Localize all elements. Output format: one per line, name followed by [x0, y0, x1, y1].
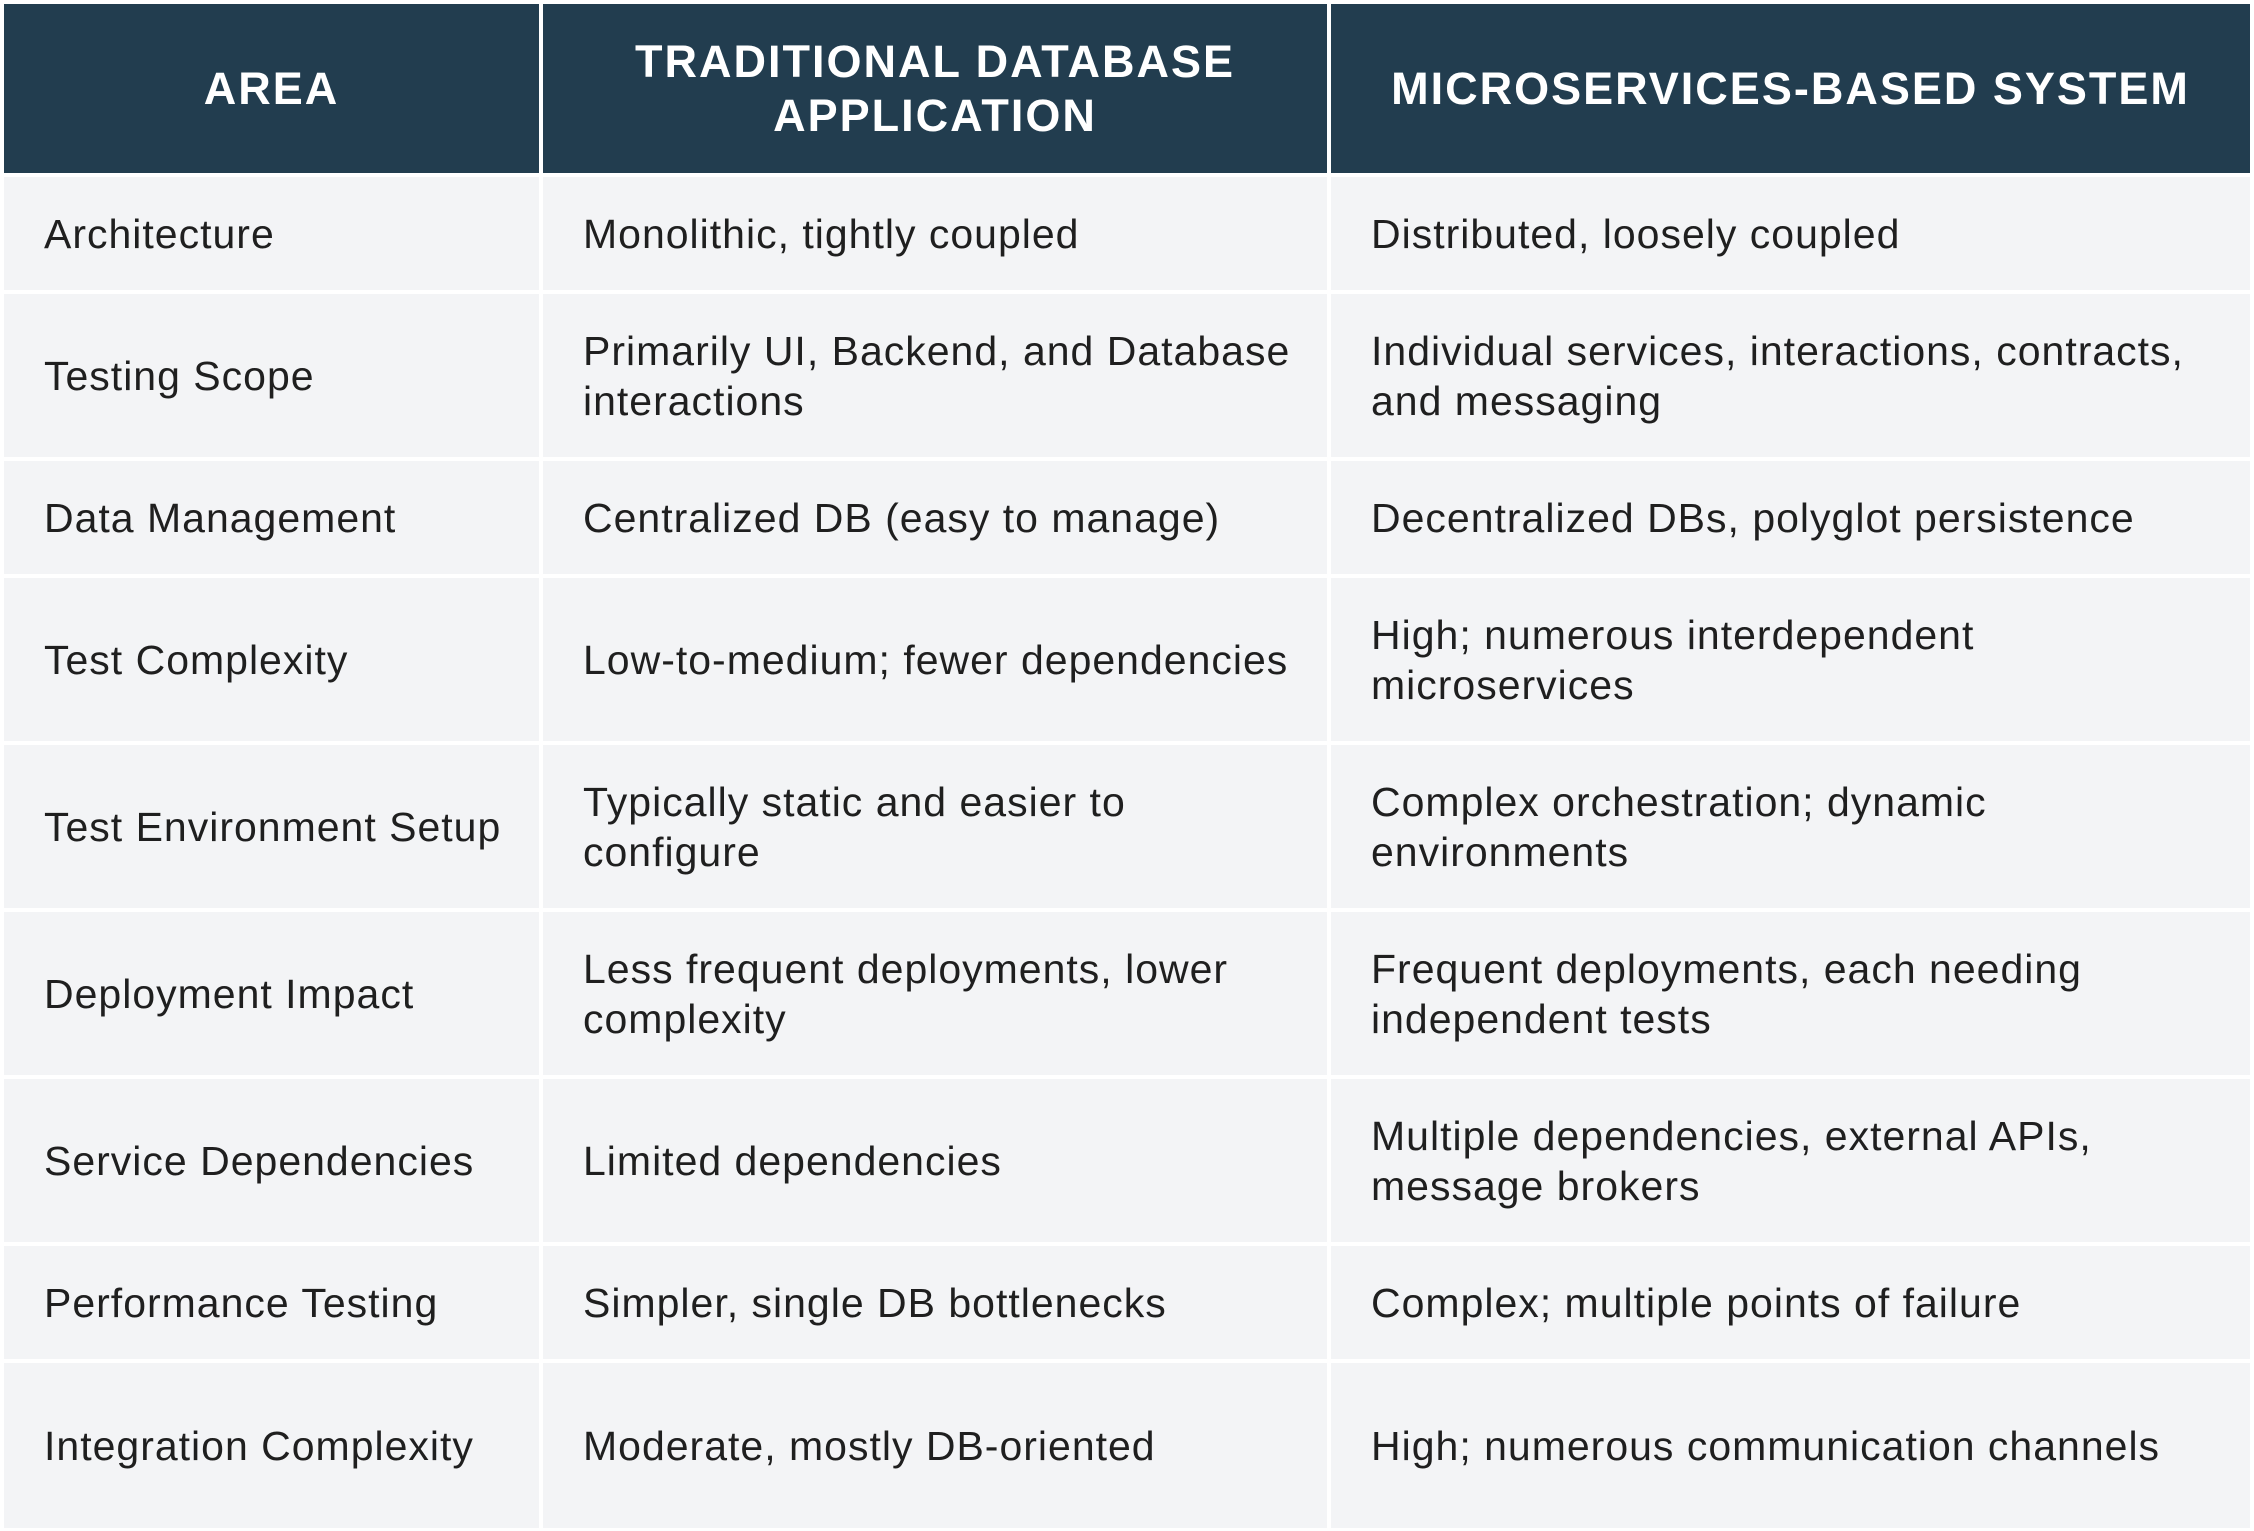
table-row — [4, 1244, 2250, 1361]
header-traditional-database-application: TRADITIONAL DATABASE APPLICATION — [541, 4, 1329, 175]
comparison-table-container — [4, 4, 2250, 1528]
microservices-cell: Distributed, loosely coupled — [1329, 175, 2250, 292]
table-row — [4, 576, 2250, 743]
traditional-cell: Primarily UI, Backend, and Database interactions — [541, 292, 1329, 459]
traditional-cell: Typically static and easier to configure — [541, 743, 1329, 910]
area-cell: Data Management — [4, 459, 541, 576]
area-cell: Service Dependencies — [4, 1077, 541, 1244]
traditional-cell: Less frequent deployments, lower complexity — [541, 910, 1329, 1077]
area-cell: Testing Scope — [4, 292, 541, 459]
microservices-cell: Complex orchestration; dynamic environments — [1329, 743, 2250, 910]
area-cell: Architecture — [4, 175, 541, 292]
comparison-table — [4, 4, 2250, 1528]
table-row — [4, 743, 2250, 910]
table-row — [4, 1077, 2250, 1244]
table-row — [4, 1361, 2250, 1528]
table-row — [4, 910, 2250, 1077]
traditional-cell: Low-to-medium; fewer dependencies — [541, 576, 1329, 743]
traditional-cell: Moderate, mostly DB-oriented — [541, 1361, 1329, 1528]
microservices-cell: High; numerous interdependent microservices — [1329, 576, 2250, 743]
area-cell: Integration Complexity — [4, 1361, 541, 1528]
table-header — [4, 4, 2250, 175]
area-cell: Performance Testing — [4, 1244, 541, 1361]
traditional-cell: Simpler, single DB bottlenecks — [541, 1244, 1329, 1361]
microservices-cell: High; numerous communication channels — [1329, 1361, 2250, 1528]
header-row — [4, 4, 2250, 175]
area-cell: Test Complexity — [4, 576, 541, 743]
table-row — [4, 459, 2250, 576]
microservices-cell: Multiple dependencies, external APIs, message brokers — [1329, 1077, 2250, 1244]
header-area: AREA — [4, 4, 541, 175]
traditional-cell: Limited dependencies — [541, 1077, 1329, 1244]
header-microservices-based-system: MICROSERVICES-BASED SYSTEM — [1329, 4, 2250, 175]
microservices-cell: Complex; multiple points of failure — [1329, 1244, 2250, 1361]
microservices-cell: Frequent deployments, each needing independent tests — [1329, 910, 2250, 1077]
table-row — [4, 175, 2250, 292]
area-cell: Test Environment Setup — [4, 743, 541, 910]
microservices-cell: Decentralized DBs, polyglot persistence — [1329, 459, 2250, 576]
traditional-cell: Centralized DB (easy to manage) — [541, 459, 1329, 576]
table-body — [4, 175, 2250, 1528]
table-row — [4, 292, 2250, 459]
microservices-cell: Individual services, interactions, contracts, and messaging — [1329, 292, 2250, 459]
area-cell: Deployment Impact — [4, 910, 541, 1077]
traditional-cell: Monolithic, tightly coupled — [541, 175, 1329, 292]
